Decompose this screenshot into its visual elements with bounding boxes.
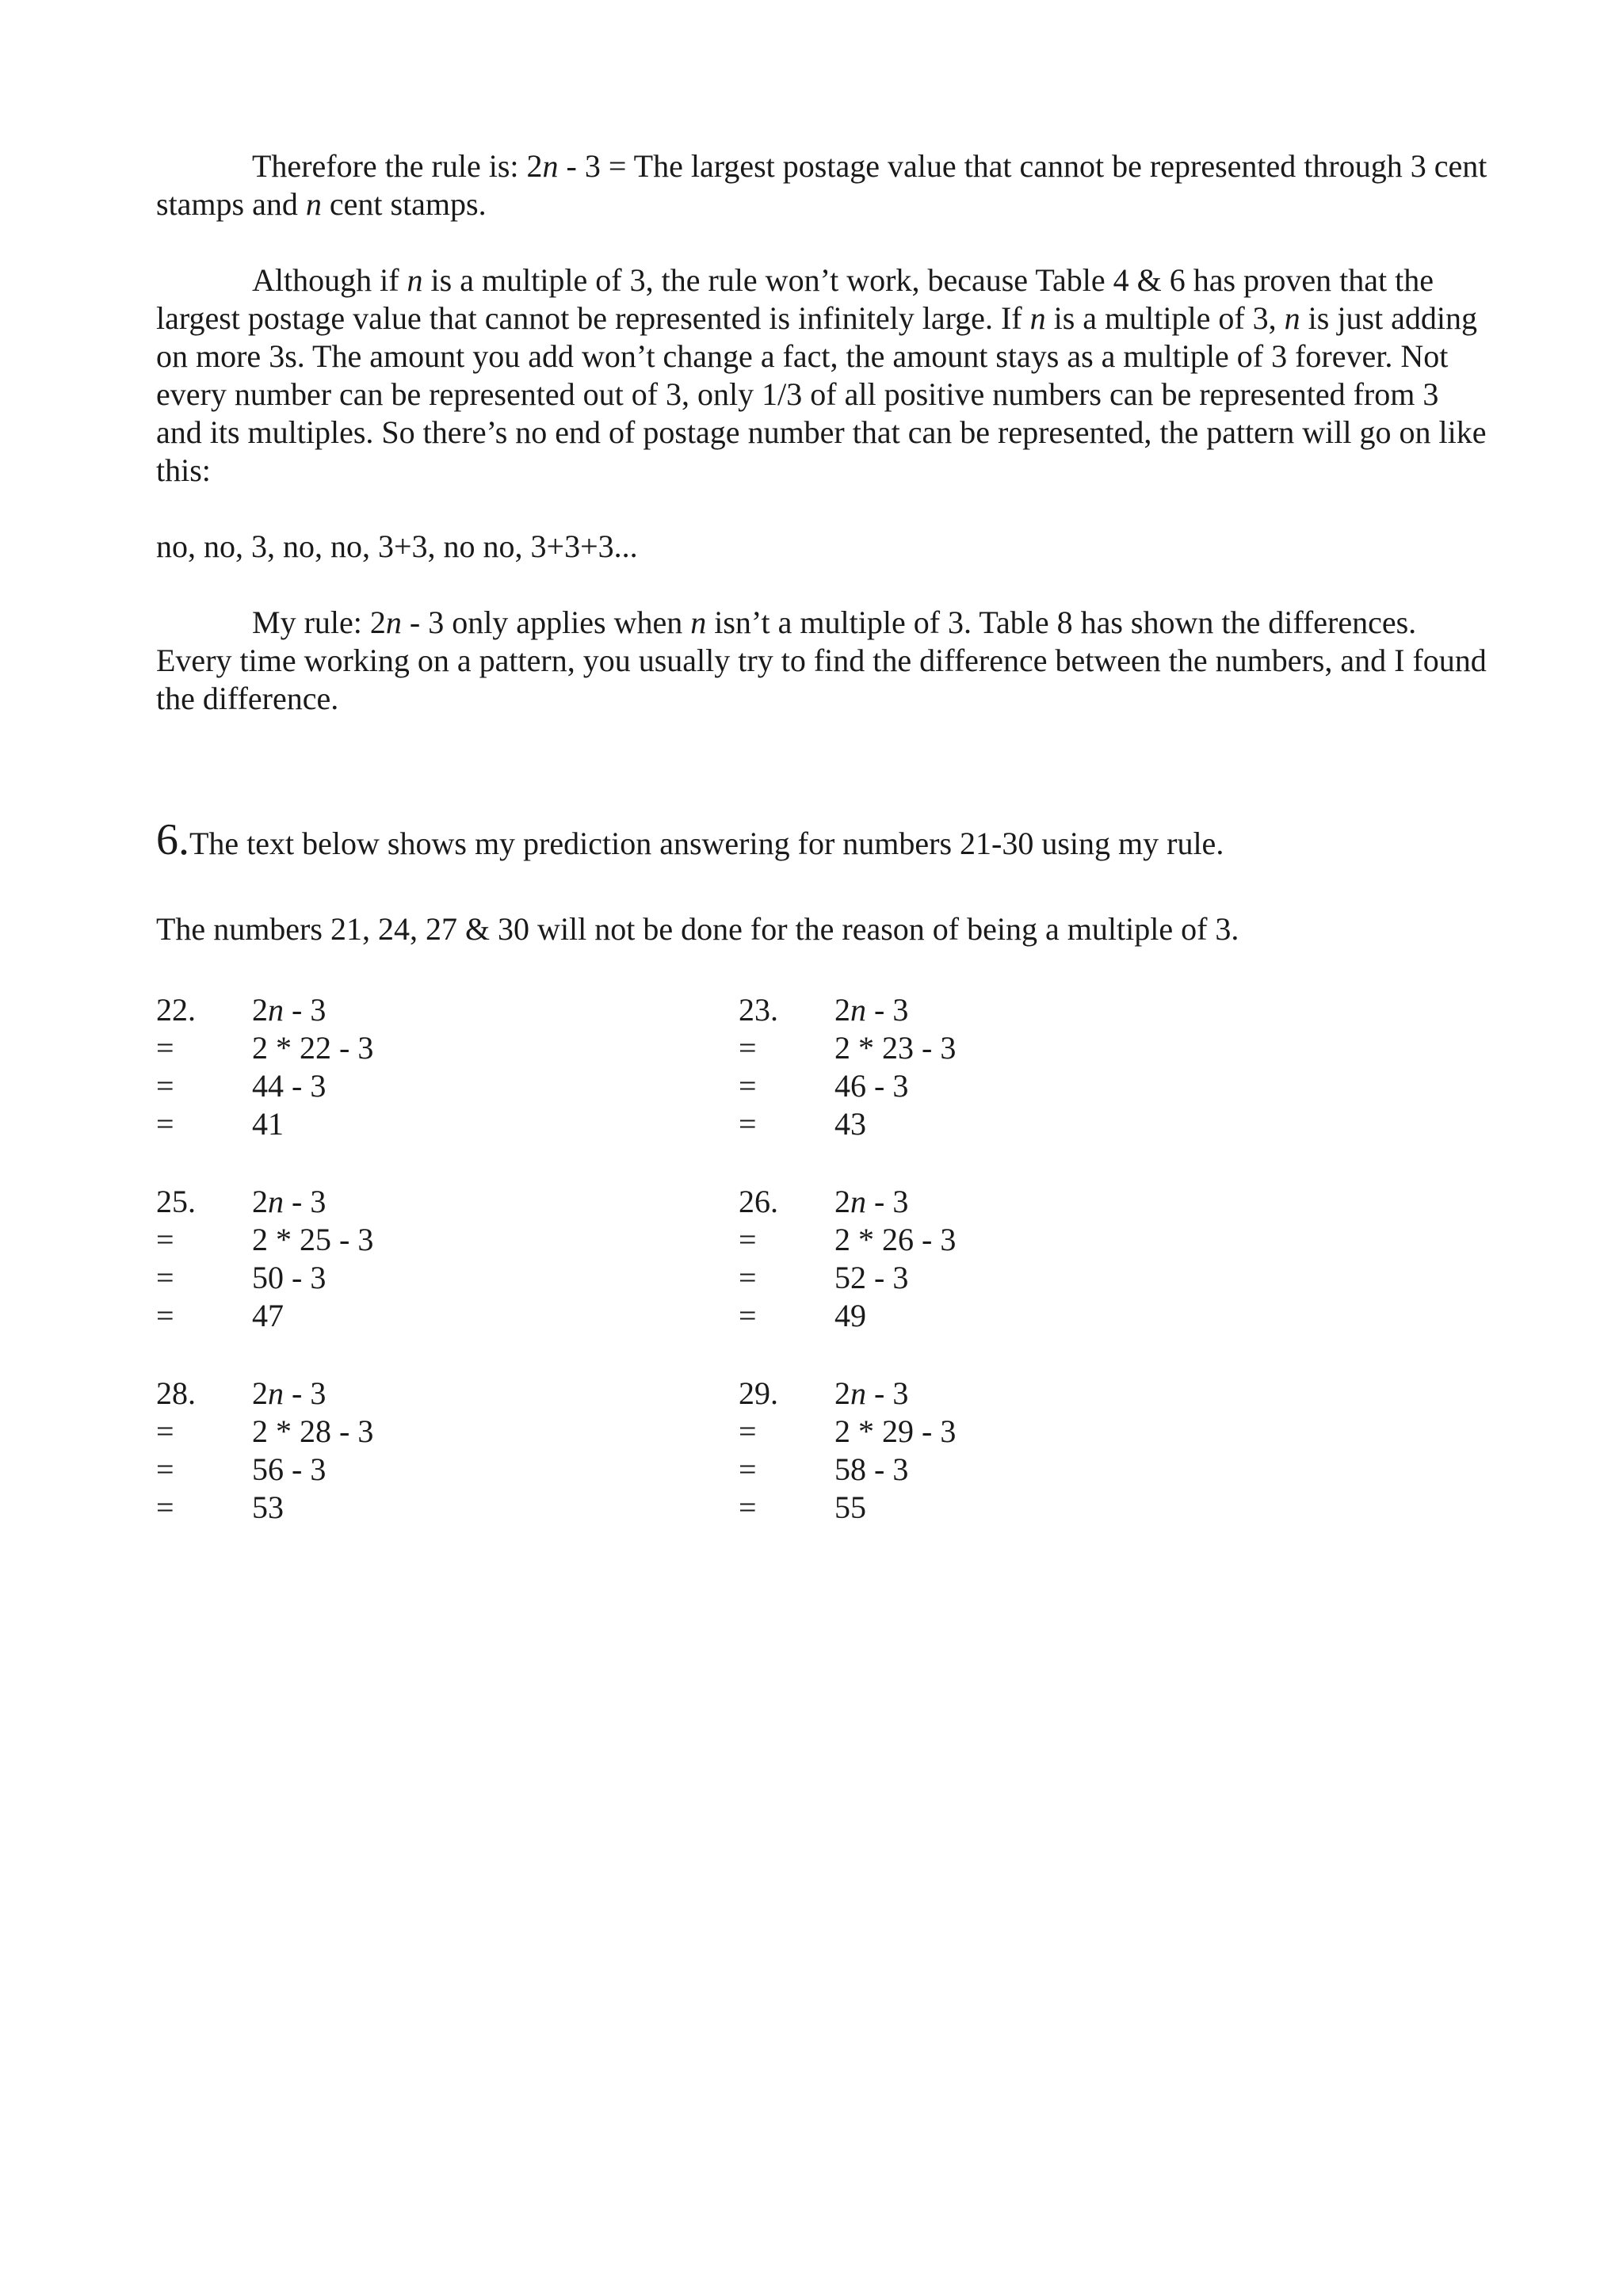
calculation-line: [739, 1413, 1321, 1451]
italic-variable: n: [407, 262, 423, 298]
text-run: is a multiple of 3, the rule won’t work, because Table 4 & 6 has proven that the largest postage value that cannot be represented is infinitely large. If: [156, 262, 1434, 336]
calculation-block: [739, 1183, 1321, 1335]
formula: [252, 991, 326, 1029]
calculation-step: 46 - 3: [834, 1068, 909, 1104]
calculation-label: 22.: [156, 992, 196, 1028]
calculation-line: [156, 1375, 739, 1413]
calculation-line: [739, 1067, 1321, 1105]
calculation-line: [156, 1105, 739, 1143]
calculation-step: 2 * 25 - 3: [252, 1222, 374, 1257]
calculation-line: [156, 1489, 739, 1527]
calculation-block: [156, 991, 739, 1143]
calculation-label: 29.: [739, 1375, 778, 1411]
calculation-step: 2 * 28 - 3: [252, 1413, 374, 1449]
formula: [834, 1183, 908, 1221]
calculation-step: 41: [252, 1106, 284, 1142]
calculation-line: [739, 1489, 1321, 1527]
calculation-step: 55: [834, 1489, 866, 1525]
formula: [252, 1183, 326, 1221]
text-run: no, no, 3, no, no, 3+3, no no, 3+3+3...: [156, 528, 638, 564]
equals-sign: =: [156, 1451, 174, 1487]
calculation-step: 2 * 26 - 3: [834, 1222, 957, 1257]
italic-variable: n: [385, 605, 402, 640]
text-run: Therefore the rule is: 2: [252, 148, 543, 184]
equals-sign: =: [156, 1413, 174, 1449]
calculation-step: 2 * 22 - 3: [252, 1030, 374, 1066]
calculation-line: [739, 1183, 1321, 1221]
calculation-line: [156, 1067, 739, 1105]
formula-coefficient: 2: [252, 992, 268, 1028]
calculation-step: 50 - 3: [252, 1260, 327, 1295]
formula-rest: - 3: [284, 1375, 327, 1411]
section-heading-text: The text below shows my prediction answering for numbers 21-30 using my rule.: [189, 826, 1224, 861]
formula-variable: n: [850, 1375, 866, 1411]
equals-sign: =: [739, 1489, 757, 1525]
prediction-calculations: [156, 991, 1487, 1527]
formula-variable: n: [850, 1184, 866, 1219]
calculation-step: 2 * 29 - 3: [834, 1413, 957, 1449]
equals-sign: =: [156, 1260, 174, 1295]
equals-sign: =: [739, 1068, 757, 1104]
formula: [252, 1375, 326, 1413]
formula-variable: n: [268, 1184, 284, 1219]
equals-sign: =: [156, 1489, 174, 1525]
formula-rest: - 3: [284, 992, 327, 1028]
calculation-line: [739, 1375, 1321, 1413]
formula-variable: n: [850, 992, 866, 1028]
calculation-step: 47: [252, 1298, 284, 1333]
text-run: Although if: [252, 262, 407, 298]
section-6-heading: [156, 815, 1487, 864]
rule-explanation: [156, 147, 1487, 718]
calculation-line: [739, 1221, 1321, 1259]
paragraph: [156, 261, 1487, 490]
calculation-line: [156, 1297, 739, 1335]
equals-sign: =: [739, 1413, 757, 1449]
document-content: [156, 147, 1487, 1527]
paragraph: [156, 604, 1487, 718]
calculation-label: 26.: [739, 1184, 778, 1219]
formula-coefficient: 2: [252, 1184, 268, 1219]
equals-sign: =: [156, 1068, 174, 1104]
text-run: - 3 = The largest postage value that cannot be represented through 3 cent stamps and: [156, 148, 1487, 222]
italic-variable: n: [1029, 300, 1046, 336]
formula-rest: - 3: [284, 1184, 327, 1219]
section-intro: The numbers 21, 24, 27 & 30 will not be done for the reason of being a multiple of 3.: [156, 911, 1239, 947]
calculation-label: 28.: [156, 1375, 196, 1411]
formula-variable: n: [268, 1375, 284, 1411]
formula: [834, 991, 908, 1029]
calculation-line: [156, 1259, 739, 1297]
formula: [834, 1375, 908, 1413]
text-run: - 3 only applies when: [401, 605, 691, 640]
equals-sign: =: [156, 1030, 174, 1066]
paragraph: [156, 528, 1487, 566]
text-run: My rule: 2: [252, 605, 386, 640]
formula-coefficient: 2: [834, 992, 850, 1028]
text-run: isn’t a multiple of 3. Table 8 has shown the differences. Every time working on a pattern, you usually try to find the difference between the numbers, and I found the difference.: [156, 605, 1487, 716]
calculation-line: [739, 1451, 1321, 1489]
formula-variable: n: [268, 992, 284, 1028]
calculation-block: [156, 1375, 739, 1527]
calculation-step: 56 - 3: [252, 1451, 327, 1487]
calculation-step: 43: [834, 1106, 866, 1142]
calculation-line: [739, 991, 1321, 1029]
calculation-step: 44 - 3: [252, 1068, 327, 1104]
calculation-line: [156, 991, 739, 1029]
section-number: 6.: [156, 815, 189, 864]
calculation-step: 53: [252, 1489, 284, 1525]
italic-variable: n: [305, 186, 322, 222]
equals-sign: =: [739, 1451, 757, 1487]
formula-coefficient: 2: [834, 1184, 850, 1219]
text-run: is a multiple of 3,: [1045, 300, 1285, 336]
equals-sign: =: [156, 1222, 174, 1257]
calculation-block: [739, 991, 1321, 1143]
formula-rest: - 3: [866, 1184, 909, 1219]
equals-sign: =: [156, 1298, 174, 1333]
italic-variable: n: [1284, 300, 1300, 336]
calculation-line: [739, 1297, 1321, 1335]
calculation-step: 58 - 3: [834, 1451, 909, 1487]
calculation-label: 23.: [739, 992, 778, 1028]
calculation-block: [156, 1183, 739, 1335]
equals-sign: =: [739, 1030, 757, 1066]
calculation-line: [739, 1029, 1321, 1067]
equals-sign: =: [739, 1298, 757, 1333]
calculation-line: [156, 1029, 739, 1067]
calculation-line: [739, 1259, 1321, 1297]
equals-sign: =: [739, 1260, 757, 1295]
calculation-line: [156, 1183, 739, 1221]
formula-coefficient: 2: [834, 1375, 850, 1411]
calculation-block: [739, 1375, 1321, 1527]
calculation-line: [156, 1221, 739, 1259]
equals-sign: =: [739, 1222, 757, 1257]
text-run: cent stamps.: [321, 186, 487, 222]
calculation-step: 2 * 23 - 3: [834, 1030, 957, 1066]
equals-sign: =: [739, 1106, 757, 1142]
equals-sign: =: [156, 1106, 174, 1142]
formula-coefficient: 2: [252, 1375, 268, 1411]
paragraph: [156, 147, 1487, 223]
italic-variable: n: [690, 605, 707, 640]
calculation-line: [739, 1105, 1321, 1143]
calculation-step: 49: [834, 1298, 866, 1333]
italic-variable: n: [542, 148, 559, 184]
formula-rest: - 3: [866, 992, 909, 1028]
formula-rest: - 3: [866, 1375, 909, 1411]
calculation-label: 25.: [156, 1184, 196, 1219]
text-run: is just adding on more 3s. The amount you add won’t change a fact, the amount stays as a multiple of 3 forever. Not every number can be represented out of 3, only 1/3 of all positive numbers can be represented from 3 and its multiples. So there’s no end of postage number that can be represented, the pattern will go on like this:: [156, 300, 1487, 488]
calculation-line: [156, 1413, 739, 1451]
calculation-step: 52 - 3: [834, 1260, 909, 1295]
calculation-line: [156, 1451, 739, 1489]
